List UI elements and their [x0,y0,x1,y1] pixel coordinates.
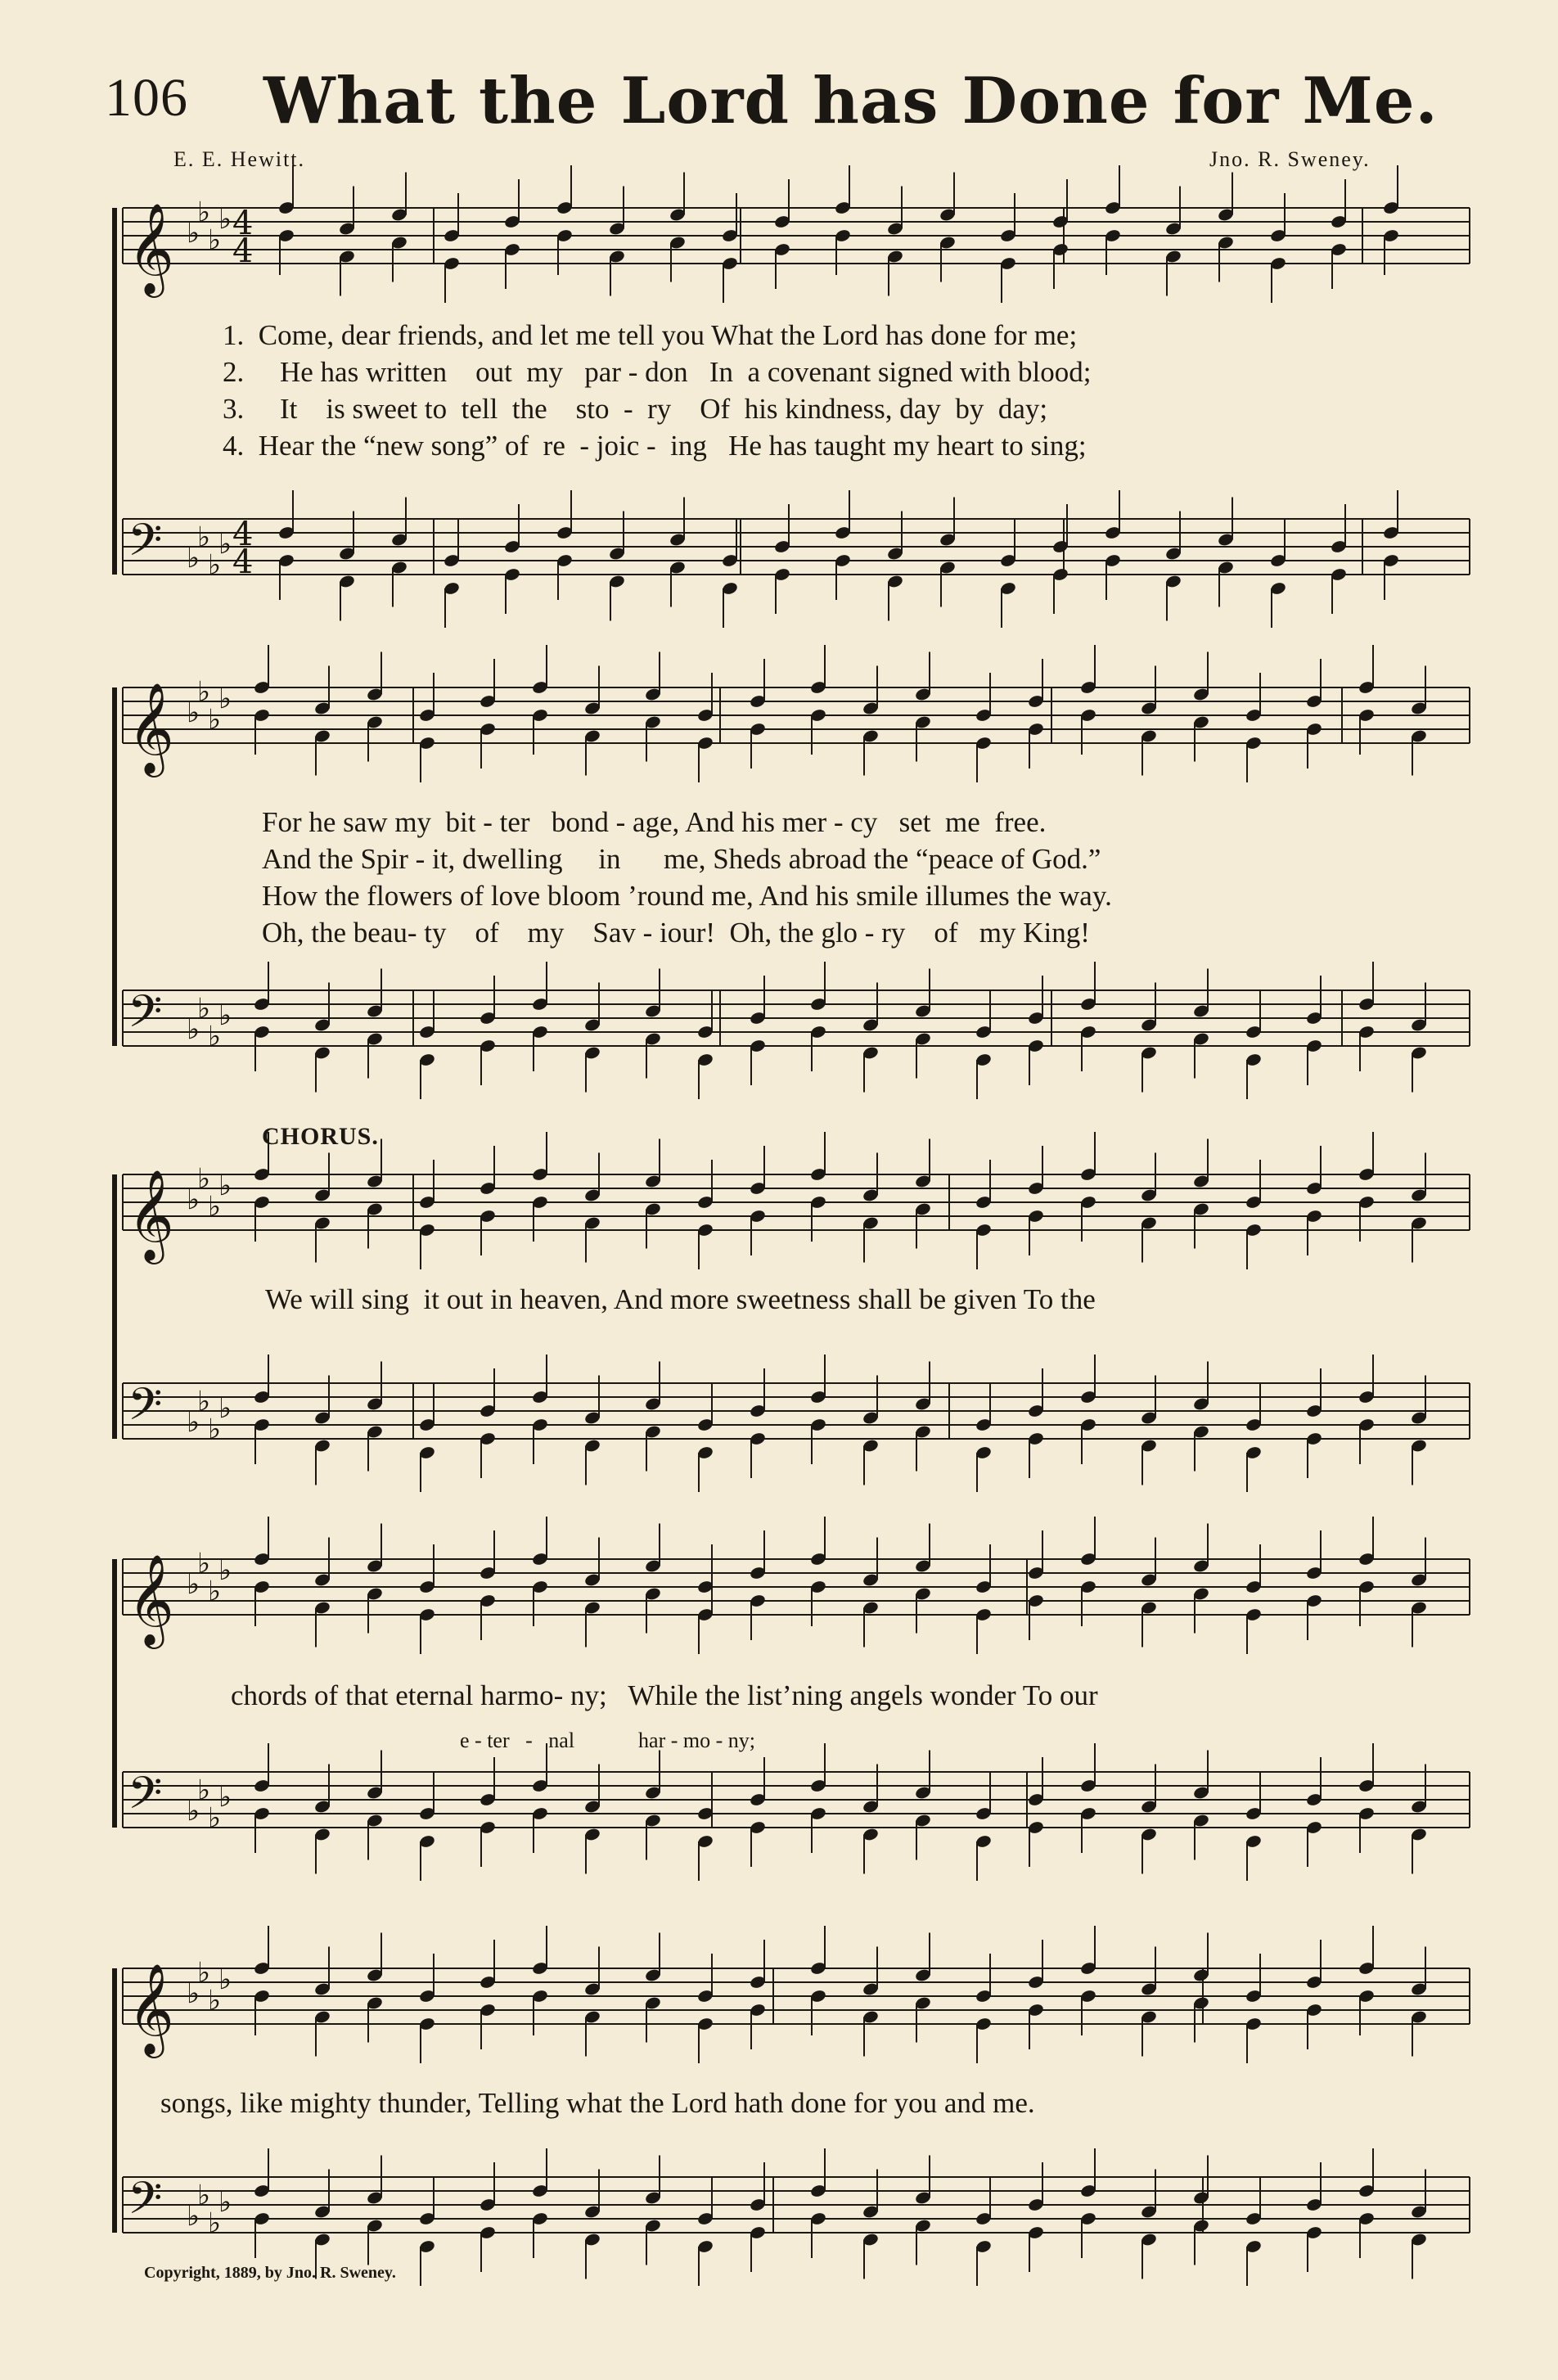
flat-sign: ♭ [218,1392,232,1425]
chorus-line-2: chords of that eternal harmo- ny; While the list’ning angels wonder To our [231,1679,1098,1711]
flat-sign: ♭ [208,1575,222,1608]
flat-sign: ♭ [187,1977,200,2010]
verse-3-line-2: How the flowers of love bloom ’round me, And his smile illumes the way. [262,880,1112,912]
hymn-title: What the Lord has Done for Me. [263,64,1439,138]
flat-sign: ♭ [218,528,232,561]
copyright-notice: Copyright, 1889, by Jno. R. Sweney. [144,2264,396,2282]
flat-sign: ♭ [208,223,222,257]
composer-credit: Jno. R. Sweney. [1209,147,1371,171]
verse-2-line-2: And the Spir - it, dwelling in me, Sheds abroad the “peace of God.” [262,843,1101,875]
flat-sign: ♭ [197,675,211,709]
flat-sign: ♭ [208,1190,222,1224]
flat-sign: ♭ [208,1984,222,2017]
chorus-label: CHORUS. [262,1123,379,1150]
flat-sign: ♭ [197,1956,211,1990]
flat-sign: ♭ [218,1963,232,1996]
bass-clef-icon: 𝄢 [128,1378,163,1441]
verse-3-line-1: 3. It is sweet to tell the sto - ry Of his kindness, day by day; [223,393,1048,425]
flat-sign: ♭ [187,217,200,250]
chorus-line-1: We will sing it out in heaven, And more sweetness shall be given To the [265,1283,1096,1315]
flat-sign: ♭ [197,2179,211,2212]
flat-sign: ♭ [197,521,211,554]
time-signature: 4 [232,232,254,270]
bass-clef-icon: 𝄢 [128,1767,163,1830]
flat-sign: ♭ [197,992,211,1025]
flat-sign: ♭ [218,1170,232,1202]
flat-sign: ♭ [218,203,232,236]
verse-2-line-1: 2. He has written out my par - don In a covenant signed with blood; [223,356,1092,388]
treble-clef-icon: 𝄞 [128,1963,174,2054]
verse-4-line-1: 4. Hear the “new song” of re - joic - ing He has taught my heart to sing; [223,430,1087,462]
flat-sign: ♭ [197,1385,211,1418]
flat-sign: ♭ [208,2206,222,2240]
treble-clef-icon: 𝄞 [128,1553,174,1645]
verse-4-line-2: Oh, the beau- ty of my Sav - iour! Oh, the glo - ry of my King! [262,917,1090,949]
author-credit: E. E. Hewitt. [173,147,306,171]
verse-1-line-1: 1. Come, dear friends, and let me tell you What the Lord has done for me; [223,319,1078,351]
flat-sign: ♭ [197,1774,211,1807]
flat-sign: ♭ [187,542,200,575]
flat-sign: ♭ [218,999,232,1032]
flat-sign: ♭ [187,2200,200,2233]
flat-sign: ♭ [208,1801,222,1835]
flat-sign: ♭ [187,1406,200,1439]
flat-sign: ♭ [208,703,222,737]
treble-clef-icon: 𝄞 [128,202,174,294]
verse-1-line-2: For he saw my bit - ter bond - age, And his mer - cy set me free. [262,806,1047,838]
flat-sign: ♭ [218,683,232,715]
chorus-line-3: songs, like mighty thunder, Telling what the Lord hath done for you and me. [160,2087,1035,2119]
time-signature: 4 [232,205,254,242]
bass-clef-icon: 𝄢 [128,514,163,577]
chorus-bass-words: e - ter - nal har - mo - ny; [460,1729,756,1752]
flat-sign: ♭ [197,196,211,229]
flat-sign: ♭ [208,548,222,582]
flat-sign: ♭ [218,2186,232,2219]
flat-sign: ♭ [208,1020,222,1053]
flat-sign: ♭ [187,1183,200,1216]
bass-clef-icon: 𝄢 [128,2172,163,2235]
flat-sign: ♭ [187,1795,200,1828]
flat-sign: ♭ [218,1781,232,1814]
treble-clef-icon: 𝄞 [128,1169,174,1260]
flat-sign: ♭ [197,1547,211,1580]
flat-sign: ♭ [187,1013,200,1046]
treble-clef-icon: 𝄞 [128,682,174,773]
bass-clef-icon: 𝄢 [128,985,163,1048]
flat-sign: ♭ [208,1413,222,1446]
flat-sign: ♭ [197,1162,211,1196]
page-number: 106 [105,68,188,128]
flat-sign: ♭ [218,1554,232,1587]
flat-sign: ♭ [187,696,200,729]
flat-sign: ♭ [187,1568,200,1601]
time-signature: 4 [232,543,254,581]
time-signature: 4 [232,516,254,553]
